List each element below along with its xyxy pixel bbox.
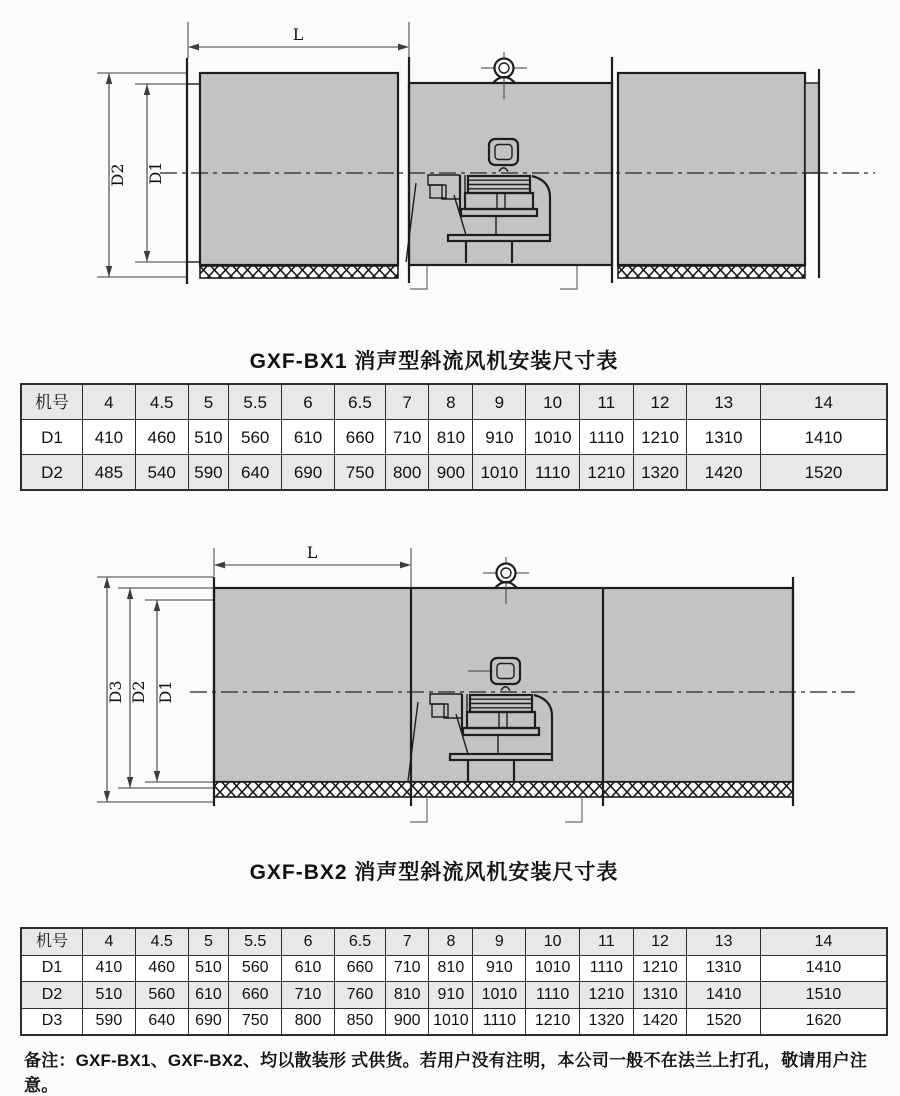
dimension-value-cell: 1520 bbox=[687, 1008, 761, 1035]
dimension-value-cell: 1210 bbox=[633, 955, 687, 982]
dimension-value-cell: 1410 bbox=[687, 982, 761, 1009]
fan-size-column-header: 7 bbox=[386, 384, 429, 420]
dimension-value-cell: 1210 bbox=[526, 1008, 580, 1035]
table-row bbox=[21, 455, 887, 491]
table-title-gxf-bx2: GXF-BX2 消声型斜流风机安装尺寸表 bbox=[249, 861, 619, 884]
silencer-inlet-bx1 bbox=[200, 73, 398, 265]
dim-label-d1-bx2: D1 bbox=[156, 680, 175, 704]
table-row bbox=[21, 955, 887, 982]
diagram-gxf-bx2 bbox=[97, 543, 855, 822]
dimension-value-cell: 640 bbox=[229, 455, 282, 491]
dimension-value-cell: 900 bbox=[386, 1008, 429, 1035]
dimension-value-cell: 1210 bbox=[579, 455, 633, 491]
fan-size-column-header: 10 bbox=[526, 384, 580, 420]
dimension-table-gxf-bx2 bbox=[20, 927, 888, 1036]
dimension-value-cell: 1010 bbox=[526, 420, 580, 455]
fan-size-column-header: 10 bbox=[526, 928, 580, 955]
dimension-value-cell: 1010 bbox=[526, 955, 580, 982]
dimension-value-cell: 590 bbox=[82, 1008, 135, 1035]
fan-size-column-header: 6 bbox=[282, 384, 335, 420]
fan-size-column-header: 4.5 bbox=[135, 928, 188, 955]
dimension-value-cell: 610 bbox=[188, 982, 229, 1009]
fan-size-column-header: 14 bbox=[760, 928, 887, 955]
row-label: D2 bbox=[21, 982, 82, 1009]
fan-size-column-header: 5 bbox=[188, 384, 229, 420]
fan-size-column-header: 11 bbox=[579, 384, 633, 420]
dim-d2-bx1 bbox=[97, 73, 188, 277]
row-label: D3 bbox=[21, 1008, 82, 1035]
fan-size-column-header: 6 bbox=[282, 928, 335, 955]
dimension-value-cell: 510 bbox=[188, 955, 229, 982]
fan-size-column-header: 6.5 bbox=[334, 384, 385, 420]
dimension-value-cell: 910 bbox=[473, 955, 526, 982]
dimension-value-cell: 640 bbox=[135, 1008, 188, 1035]
dimension-value-cell: 1110 bbox=[579, 955, 633, 982]
fan-size-column-header: 5.5 bbox=[229, 384, 282, 420]
fan-size-column-header: 9 bbox=[473, 384, 526, 420]
dimension-value-cell: 750 bbox=[334, 455, 385, 491]
dimension-value-cell: 610 bbox=[282, 420, 335, 455]
leader-mark-right-bx1 bbox=[560, 266, 577, 289]
dimension-value-cell: 1320 bbox=[633, 455, 687, 491]
dimension-value-cell: 1310 bbox=[633, 982, 687, 1009]
dimension-value-cell: 1110 bbox=[473, 1008, 526, 1035]
dimension-value-cell: 460 bbox=[135, 955, 188, 982]
dimension-value-cell: 590 bbox=[188, 455, 229, 491]
dimension-value-cell: 1010 bbox=[473, 982, 526, 1009]
table-row bbox=[21, 982, 887, 1009]
outlet-duct-stub-bx1 bbox=[805, 83, 819, 173]
dimension-value-cell: 1110 bbox=[526, 982, 580, 1009]
fan-size-column-header: 14 bbox=[760, 384, 887, 420]
fan-size-column-header: 4.5 bbox=[135, 384, 188, 420]
dimension-table-gxf-bx1 bbox=[20, 383, 888, 491]
dim-label-l-bx1: L bbox=[292, 25, 304, 44]
dimension-value-cell: 1520 bbox=[760, 455, 887, 491]
fan-size-column-header: 12 bbox=[633, 384, 687, 420]
dimension-value-cell: 690 bbox=[282, 455, 335, 491]
dimension-value-cell: 460 bbox=[135, 420, 188, 455]
row-label: D1 bbox=[21, 420, 82, 455]
silencer-inlet-insulation-bx1 bbox=[200, 266, 398, 278]
table-header-row bbox=[21, 384, 887, 420]
dimension-value-cell: 1320 bbox=[579, 1008, 633, 1035]
dimension-value-cell: 1010 bbox=[429, 1008, 473, 1035]
dimension-value-cell: 710 bbox=[386, 420, 429, 455]
silencer-outlet-bx1 bbox=[618, 73, 805, 265]
table-row bbox=[21, 420, 887, 455]
dimension-value-cell: 560 bbox=[135, 982, 188, 1009]
dimension-value-cell: 1420 bbox=[687, 455, 761, 491]
fan-size-column-header: 5.5 bbox=[229, 928, 282, 955]
dimension-value-cell: 1110 bbox=[579, 420, 633, 455]
dimension-value-cell: 660 bbox=[229, 982, 282, 1009]
dimension-value-cell: 690 bbox=[188, 1008, 229, 1035]
dim-label-d3-bx2: D3 bbox=[106, 680, 125, 704]
dimension-value-cell: 1210 bbox=[633, 420, 687, 455]
dimension-value-cell: 810 bbox=[429, 420, 473, 455]
dim-length-bx2 bbox=[214, 543, 411, 588]
table-title-gxf-bx1: GXF-BX1 消声型斜流风机安装尺寸表 bbox=[249, 350, 619, 373]
dimension-value-cell: 1620 bbox=[760, 1008, 887, 1035]
silencer-outlet-insulation-bx1 bbox=[618, 266, 805, 278]
fan-size-column-header: 9 bbox=[473, 928, 526, 955]
fan-size-column-header: 11 bbox=[579, 928, 633, 955]
row-label-header: 机号 bbox=[21, 928, 82, 955]
dimension-value-cell: 810 bbox=[429, 955, 473, 982]
fan-size-column-header: 8 bbox=[429, 384, 473, 420]
dimension-value-cell: 910 bbox=[473, 420, 526, 455]
dim-d1-bx2 bbox=[145, 600, 214, 782]
fan-size-column-header: 13 bbox=[687, 384, 761, 420]
fan-size-column-header: 5 bbox=[188, 928, 229, 955]
dimension-value-cell: 510 bbox=[82, 982, 135, 1009]
row-label: D1 bbox=[21, 955, 82, 982]
fan-size-column-header: 6.5 bbox=[334, 928, 385, 955]
leader-mark-right-bx2 bbox=[565, 797, 582, 822]
dimension-value-cell: 810 bbox=[386, 982, 429, 1009]
dimension-value-cell: 610 bbox=[282, 955, 335, 982]
dimension-value-cell: 510 bbox=[188, 420, 229, 455]
dimension-value-cell: 660 bbox=[334, 420, 385, 455]
fan-size-column-header: 12 bbox=[633, 928, 687, 955]
dimension-value-cell: 1010 bbox=[473, 455, 526, 491]
table-header-row bbox=[21, 928, 887, 955]
fan-size-column-header: 13 bbox=[687, 928, 761, 955]
dimension-value-cell: 1110 bbox=[526, 455, 580, 491]
dimension-value-cell: 1410 bbox=[760, 955, 887, 982]
dimension-value-cell: 800 bbox=[386, 455, 429, 491]
dimension-value-cell: 410 bbox=[82, 955, 135, 982]
fan-size-column-header: 8 bbox=[429, 928, 473, 955]
dimension-value-cell: 900 bbox=[429, 455, 473, 491]
row-label-header: 机号 bbox=[21, 384, 82, 420]
dimension-value-cell: 750 bbox=[229, 1008, 282, 1035]
insulation-layer-bx2 bbox=[214, 782, 793, 797]
fan-size-column-header: 7 bbox=[386, 928, 429, 955]
row-label: D2 bbox=[21, 455, 82, 491]
dimension-value-cell: 1310 bbox=[687, 955, 761, 982]
dimension-value-cell: 410 bbox=[82, 420, 135, 455]
dimension-value-cell: 1210 bbox=[579, 982, 633, 1009]
fan-size-column-header: 4 bbox=[82, 928, 135, 955]
dimension-value-cell: 910 bbox=[429, 982, 473, 1009]
dimension-value-cell: 1510 bbox=[760, 982, 887, 1009]
dimension-value-cell: 850 bbox=[334, 1008, 385, 1035]
dim-label-d1-bx1: D1 bbox=[146, 161, 165, 185]
remark-note: 备注：GXF-BX1、GXF-BX2、均以散装形 式供货。若用户没有注明，本公司一般不在法兰上打孔，敬请用户注意。 bbox=[24, 1051, 868, 1095]
dim-label-d2-bx2: D2 bbox=[129, 680, 148, 704]
dimension-value-cell: 760 bbox=[334, 982, 385, 1009]
fan-size-column-header: 4 bbox=[82, 384, 135, 420]
dimension-value-cell: 800 bbox=[282, 1008, 335, 1035]
dimension-value-cell: 1310 bbox=[687, 420, 761, 455]
dim-label-l-bx2: L bbox=[306, 543, 318, 562]
dimension-value-cell: 560 bbox=[229, 955, 282, 982]
dim-length-bx1 bbox=[188, 22, 409, 58]
dim-label-d2-bx1: D2 bbox=[108, 163, 127, 187]
dimension-value-cell: 560 bbox=[229, 420, 282, 455]
dimension-value-cell: 540 bbox=[135, 455, 188, 491]
table-container-gxf-bx1 bbox=[20, 383, 888, 491]
dimension-value-cell: 710 bbox=[282, 982, 335, 1009]
dimension-value-cell: 660 bbox=[334, 955, 385, 982]
table-row bbox=[21, 1008, 887, 1035]
dimension-value-cell: 485 bbox=[82, 455, 135, 491]
table-container-gxf-bx2 bbox=[20, 927, 888, 1036]
leader-mark-left-bx2 bbox=[410, 797, 427, 822]
dimension-value-cell: 1410 bbox=[760, 420, 887, 455]
dimension-value-cell: 710 bbox=[386, 955, 429, 982]
leader-mark-left-bx1 bbox=[410, 266, 427, 289]
dimension-value-cell: 1420 bbox=[633, 1008, 687, 1035]
diagram-gxf-bx1 bbox=[97, 22, 875, 289]
